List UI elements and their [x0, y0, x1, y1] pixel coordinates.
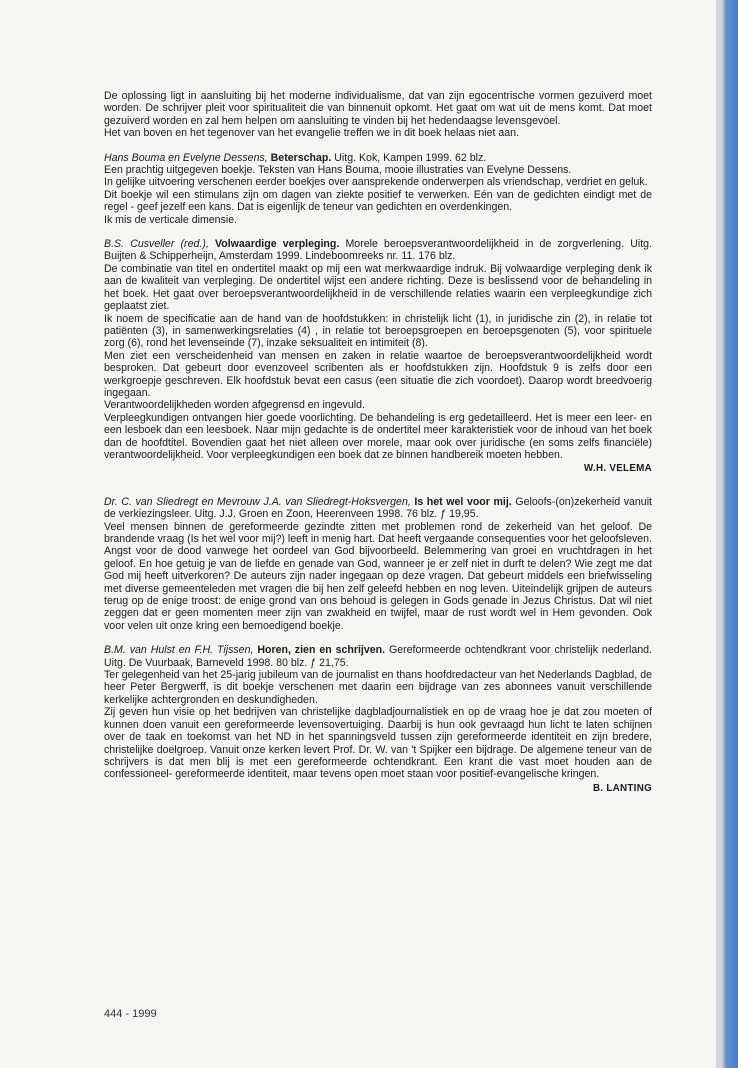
review-title: Volwaardige verpleging.	[214, 238, 340, 251]
review-header	[104, 152, 652, 164]
review-authors: B.S. Cusveller (red.),	[104, 238, 209, 251]
page-number: 444 - 1999	[104, 1008, 157, 1020]
review-paragraph: Verantwoordelijkheden worden afgegrensd en ingevuld.	[104, 399, 365, 412]
review-publication: Geloofs-(on)zekerheid vanuit de verkiezingsleer. Uitg. J.J. Groen en Zoon, Heerenveen 1998. 76 blz. ƒ 19,95.	[104, 495, 652, 521]
reviewer-signature: W.H. VELEMA	[583, 463, 652, 475]
review-publication: Morele beroepsverantwoordelijkheid in de zorgverlening. Uitg. Buijten & Schipperheijn, Amsterdam 1999. Lindeboomreeks nr. 11. 176 blz.	[104, 238, 652, 263]
review-paragraph: In gelijke uitvoering verschenen eerder boekjes over aansprekende onderwerpen als vriendschap, verdriet en geluk.	[104, 176, 648, 189]
review-title: Horen, zien en schrijven.	[257, 644, 386, 657]
review-paragraph: Ik mis de verticale dimensie.	[104, 213, 238, 226]
review-authors: B.M. van Hulst en F.H. Tijssen,	[104, 644, 254, 657]
review-header	[104, 496, 652, 521]
page-edge	[716, 0, 738, 1068]
review-publication: Gereformeerde ochtendkrant voor christelijk nederland. Uitg. De Vuurbaak, Barneveld 1998. 80 blz. ƒ 21,75.	[104, 644, 652, 669]
intro-paragraph: De oplossing ligt in aansluiting bij het moderne individualisme, dat van zijn egocentrische vormen gezuiverd moet worden. De schrijver pleit voor spiritualiteit die van binnenuit opkomt. Het gaat om wat uit de mens komt. Dat moet gezuiverd worden en zal hem helpen om aansluiting te vinden bij het hedendaagse levensgevoel.	[104, 90, 652, 127]
review-paragraph: Verpleegkundigen ontvangen hier goede voorlichting. De behandeling is erg gedetailleerd. Het is meer een leer- en een lesboek dan een leesboek. Naar mijn gedachte is de ondertitel meer karakteristiek voor de inhoud van het boek dan de hoofdtitel. Bovendien gaat het niet alleen over morele, maar ook over juridische (en soms zelfs financiële) verantwoordelijkheid. Voor verpleegkundigen een boek dat ze binnen handbereik moeten hebben.	[104, 411, 652, 461]
review-header	[104, 644, 652, 669]
review-paragraph: Men ziet een verscheidenheid van mensen en zaken in relatie waartoe de beroepsverantwoordelijkheid wordt besproken. Dat gebeurt door evenzoveel scribenten als er hoofdstukken zijn. Hoofdstuk 9 is zelfs door een werkgroepje geschreven. Elk hoofdstuk bevat een casus (een situatie die zich voordoet). Daarop wordt breedvoerig ingegaan.	[104, 349, 652, 399]
review-paragraph: Veel mensen binnen de gereformeerde gezindte zitten met problemen rond de zekerheid van het geloof. De brandende vraag (Is het wel voor mij?) leeft in menig hart. Dat heeft vergaande consequenties voor het geloofsleven. Angst voor de dood vanwege het oordeel van God bijvoorbeeld. Belemmering van groei en vruchtdragen in het geloof. En hoe getuig je van de liefde en genade van God, wanneer je er zelf niet in durft te delen? Wie zegt me dat God mij heeft uitverkoren? De auteurs zijn nader ingegaan op deze vragen. Dat gebeurt middels een briefwisseling met diverse gemeenteleden met vragen die bij hen zelf geleefd hebben en nog leven. Uiteindelijk grijpen de auteurs terug op de enige troost: de enige grond van ons behoud is gelegen in Gods genade in Jezus Christus. Dat wil niet zeggen dat er geen momenten meer zijn van zwakheid en twijfel, maar de rust wordt wel in Hem gevonden. Ook voor velen uit onze kring een bemoedigend boekje.	[104, 520, 652, 632]
review-paragraph: Ik noem de specificatie aan de hand van de hoofdstukken: in christelijk licht (1), in juridische zin (2), in relatie tot patiënten (3), in samenwerkingsrelaties (4) , in relatie tot beroepsgroepen en beroepsgenoten (5), voor spirituele zorg (6), rond het levenseinde (7), inzake seksualiteit en intimiteit (8).	[104, 312, 652, 350]
review-authors: Dr. C. van Sliedregt en Mevrouw J.A. van Sliedregt-Hoksvergen,	[104, 495, 411, 508]
review-header	[104, 238, 652, 263]
review-authors: Hans Bouma en Evelyne Dessens,	[104, 151, 268, 164]
review-paragraph: Zij geven hun visie op het bedrijven van christelijke dagbladjournalistiek en op de vraag hoe je dat zou moeten of kunnen doen vanuit een gereformeerde levensovertuiging. Daarbij is hun ook gevraagd hun licht te laten schijnen over de taak en toekomst van het ND in het spanningsveld tussen zijn gereformeerde identiteit en zijn bredere, christelijke doelgroep. Vanuit onze kerken levert Prof. Dr. W. van 't Spijker een bijdrage. De algemene teneur van de schrijvers is dat men blij is met een gereformeerde ochtendkrant. Een krant die vast moet houden aan de confessioneel- gereformeerde identiteit, maar tevens open moet staan voor positief-evangelische kringen.	[104, 706, 652, 781]
review-title: Is het wel voor mij.	[414, 495, 512, 508]
review-paragraph: Een prachtig uitgegeven boekje. Teksten van Hans Bouma, mooie illustraties van Evelyne Dessens.	[104, 164, 572, 177]
review-paragraph: De combinatie van titel en ondertitel maakt op mij een wat merkwaardige indruk. Bij volwaardige verpleging denk ik aan de kwaliteit van verpleging. De ondertitel wijst een andere richting. Deze is beslissend voor de behandeling in het boek. Het gaat over beroepsverantwoordelijkheid in de verschillende relaties waarin een verpleegkundige zich geplaatst ziet.	[104, 262, 652, 313]
review-title: Beterschap.	[270, 151, 332, 164]
reviewer-signature: B. LANTING	[592, 782, 652, 794]
text-column	[104, 90, 652, 795]
review-publication: Uitg. Kok, Kampen 1999. 62 blz.	[334, 151, 487, 164]
intro-paragraph: Het van boven en het tegenover van het evangelie treffen we in dit boek helaas niet aan.	[104, 127, 520, 140]
review-paragraph: Dit boekje wil een stimulans zijn om dagen van ziekte positief te verwerken. Eén van de gedichten eindigt met de regel - geef jezelf een kans. Dat is eigenlijk de teneur van gedichten en overdenkingen.	[104, 188, 652, 214]
review-paragraph: Ter gelegenheid van het 25-jarig jubileum van de journalist en thans hoofdredacteur van het Nederlands Dagblad, de heer Peter Bergwerff, is dit boekje verschenen met daarin een bijdrage van zes abonnees vanuit verschillende kerkelijke achtergronden en deskundigheden.	[104, 669, 652, 706]
